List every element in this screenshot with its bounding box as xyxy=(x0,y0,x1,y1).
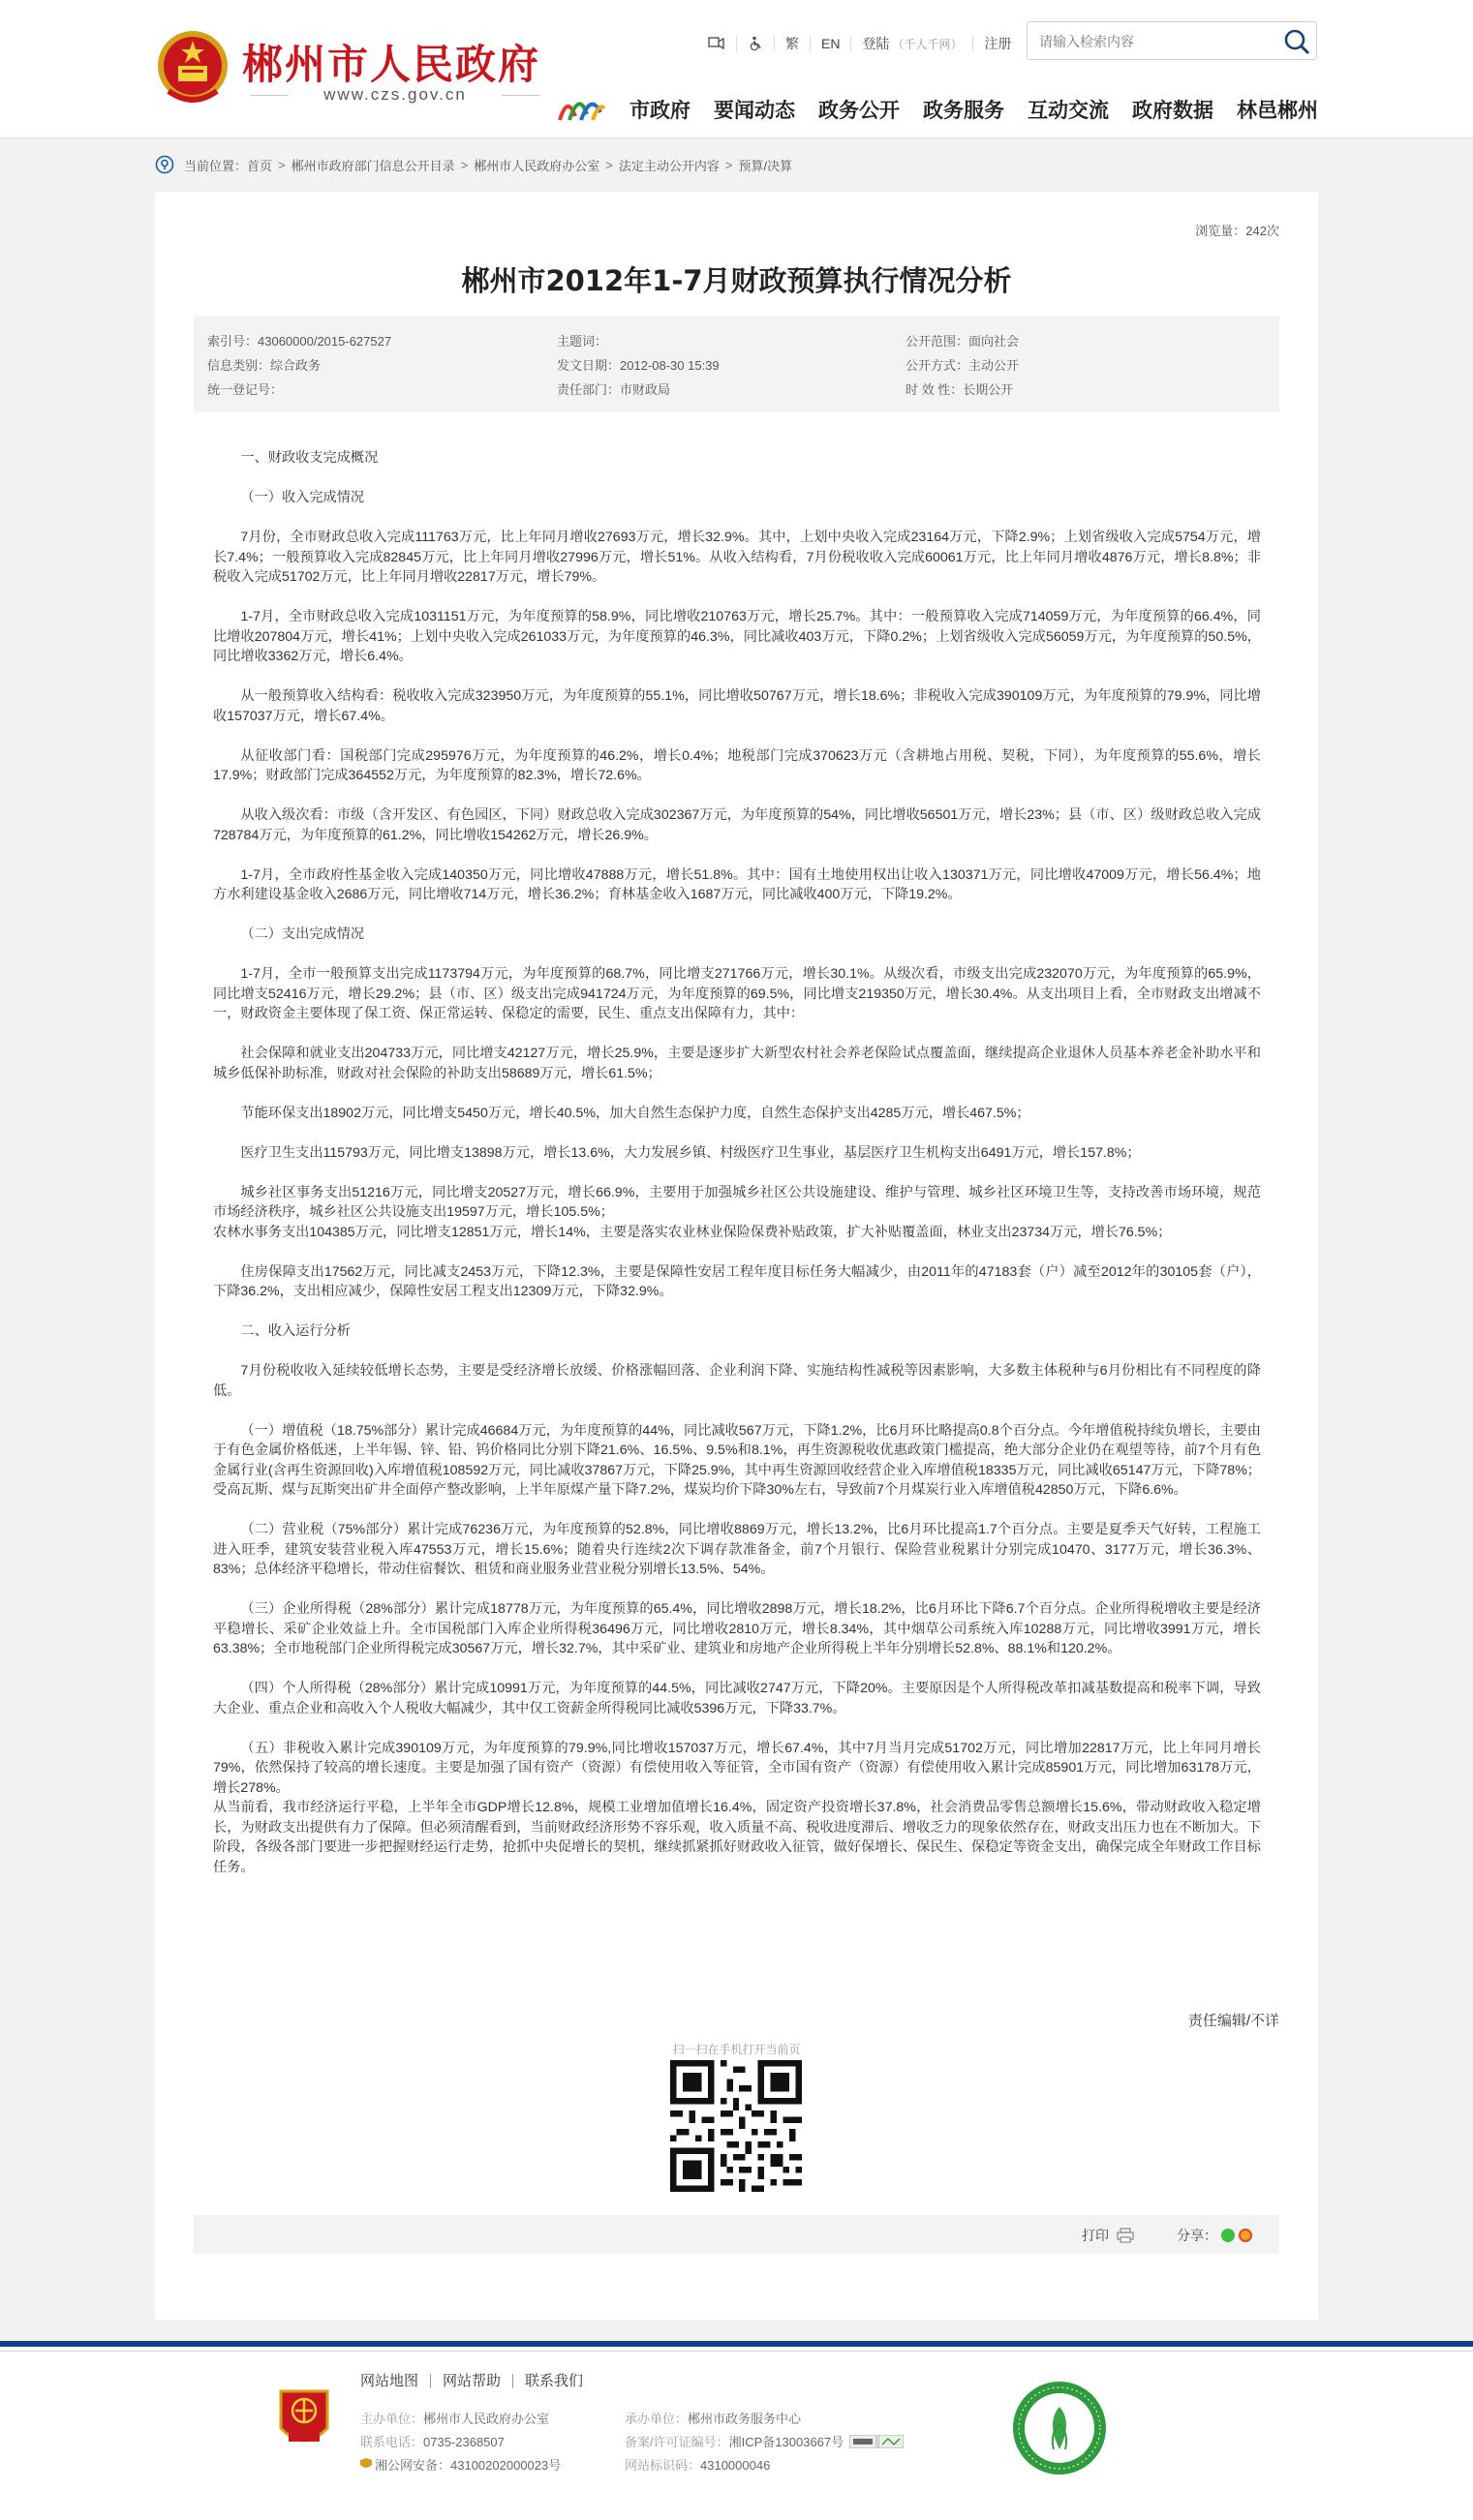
print-button[interactable] xyxy=(1082,2226,1134,2245)
meta-category: 信息类别：综合政务 xyxy=(207,358,322,373)
footer-divider xyxy=(0,2351,1473,2352)
search-box xyxy=(1027,21,1317,60)
meta-validity: 时 效 性：长期公开 xyxy=(905,382,1014,397)
phone-value: 0735-2368507 xyxy=(423,2435,505,2449)
site-url: www.czs.gov.cn xyxy=(323,85,467,104)
qr-label: 扫一扫在手机打开当前页 xyxy=(672,2043,801,2056)
traditional-chinese-link[interactable]: 繁 xyxy=(775,36,811,51)
body-paragraph: 从收入级次看：市级（含开发区、有色园区，下同）财政总收入完成302367万元，为年度预算的54%，同比增收56501万元，增长23%；县（市、区）级财政总收入完成728784万元，为年度预算的61.2%，同比增收154262万元，增长26.9%。 xyxy=(213,807,1261,843)
print-label: 打印 xyxy=(1082,2228,1109,2243)
search-icon[interactable] xyxy=(1283,28,1310,55)
section-heading: 一、财政收支完成概况 xyxy=(240,450,379,466)
footer-phone xyxy=(360,2432,505,2450)
printer-icon xyxy=(1117,2228,1134,2243)
breadcrumb-office[interactable]: 郴州市人民政府办公室 xyxy=(474,158,600,173)
body-paragraph: 7月份税收收入延续较低增长态势，主要是受经济增长放缓、价格涨幅回落、企业利润下降、实施结构性减税等因素影响，大多数主体税种与6月份相比有不同程度的降低。 xyxy=(213,1363,1261,1399)
meta-subject: 主题词： xyxy=(557,334,608,349)
police-badge-icon xyxy=(360,2458,372,2471)
body-paragraph: 节能环保支出18902万元，同比增支5450万元，增长40.5%，加大自然生态保护力度，自然生态保护支出4285万元，增长467.5%； xyxy=(240,1105,1030,1121)
host-label: 主办单位： xyxy=(360,2412,424,2426)
site-id-value: 4310000046 xyxy=(700,2458,771,2473)
undertaker-value: 郴州市政务服务中心 xyxy=(688,2412,802,2426)
breadcrumb-legal[interactable]: 法定主动公开内容 xyxy=(618,158,720,173)
body-paragraph: 医疗卫生支出115793万元，同比增支13898万元，增长13.6%，大力发展乡镇、村级医疗卫生事业，基层医疗卫生机构支出6491万元，增长157.8%； xyxy=(240,1144,1141,1161)
login-link[interactable] xyxy=(851,36,973,51)
accessibility-link[interactable] xyxy=(737,36,775,51)
breadcrumb-separator: > xyxy=(278,157,286,172)
location-pin-icon xyxy=(155,155,174,174)
article-title: 郴州市2012年1-7月财政预算执行情况分析 xyxy=(461,264,1012,297)
meta-method: 公开方式：主动公开 xyxy=(905,358,1020,373)
body-paragraph: 从当前看，我市经济运行平稳，上半年全市GDP增长12.8%，规模工业增加值增长16.4%，固定资产投资增长37.8%，社会消费品零售总额增长15.6%，带动财政收入稳定增长，为财政支出提供有力了保障。但必须清醒看到，当前财政经济形势不容乐观，收入质量不高、税收进度滞后、增收乏力的现象依然存在，财政支出压力也在不断加大。下阶段，各级各部门要进一步把握财经运行走势，抢抓中央促增长的契机，继续抓紧抓好财政收入征管，做好保增长、保民生、保稳定等资金支出，确保完成全年财政工作目标任务。 xyxy=(213,1800,1261,1875)
meta-reg-no: 统一登记号： xyxy=(207,382,284,397)
meta-scope: 公开范围：面向社会 xyxy=(905,334,1020,349)
footer-undertaker xyxy=(625,2409,801,2427)
register-link[interactable]: 注册 xyxy=(984,36,1012,51)
nav-logo-icon xyxy=(554,87,608,126)
breadcrumb-prefix: 当前位置： xyxy=(184,158,248,173)
body-paragraph: 住房保障支出17562万元，同比减支2453万元，下降12.3%，主要是保障性安居工程年度目标任务大幅减少，由2011年的47183套（户）减至2012年的30105套（户），下降36.2%，支出相应减少，保障性安居工程支出12309万元，下降32.9%。 xyxy=(213,1263,1261,1299)
body-paragraph: （二）营业税（75%部分）累计完成76236万元，为年度预算的52.8%，同比增收8869万元，增长13.2%，比6月环比提高1.7个百分点。主要是夏季天气好转，工程施工进入旺季，建筑安装营业税入库47553万元，增长15.6%；随着央行连续2次下调存款准备金，前7个月银行、保险营业税累计分别完成10470、3177万元，增长36.3%、83%；总体经济平稳增长，带动住宿餐饮、租赁和商业服务业营业税分别增长13.5%、54%。 xyxy=(213,1522,1261,1577)
wechat-share-icon[interactable] xyxy=(1221,2229,1235,2242)
body-paragraph: 城乡社区事务支出51216万元，同比增支20527万元，增长66.9%，主要用于加强城乡社区公共设施建设、维护与管理、城乡社区环境卫生等，支持改善市场环境，规范市场经济秩序，城乡社区公共设施支出19597万元，增长105.5%； xyxy=(213,1184,1261,1220)
wheelchair-icon xyxy=(748,36,763,51)
section-heading: 二、收入运行分析 xyxy=(240,1323,351,1339)
meta-index-no: 索引号：43060000/2015-627527 xyxy=(207,334,392,349)
body-paragraph: （五）非税收入累计完成390109万元，为年度预算的79.9%,同比增收157037万元，增长67.4%，其中7月当月完成51702万元，同比增加22817万元，比上年同月增长79%，依然保持了较高的增长速度。主要是加强了国有资产（资源）有偿使用收入等征管，全市国有资产（资源）有偿使用收入累计完成85901万元，同比增加63178万元，增长278%。 xyxy=(213,1740,1261,1796)
icp-label: 备案/许可证编号： xyxy=(625,2435,729,2449)
body-paragraph: 1-7月，全市一般预算支出完成1173794万元，为年度预算的68.7%，同比增支271766万元，增长30.1%。从级次看，市级支出完成232070万元，为年度预算的65.9%，同比增支52416万元，增长29.2%；县（市、区）级支出完成941724万元，为年度预算的69.5%，同比增支219350万元，增长30.4%。从支出项目上看，全市财政支出增减不一，财政资金主要体现了保工资、保正常运转、保稳定的需要，民生、重点支出保障有力，其中： xyxy=(213,966,1261,1021)
meta-pub-date: 发文日期：2012-08-30 15:39 xyxy=(557,358,720,373)
article-body xyxy=(213,448,1261,1898)
reader-icon xyxy=(708,36,725,51)
weibo-share-icon[interactable] xyxy=(1239,2229,1252,2242)
body-paragraph: 1-7月，全市财政总收入完成1031151万元，为年度预算的58.9%，同比增收210763万元，增长25.7%。其中：一般预算收入完成714059万元，为年度预算的66.4%，同比增收207804万元，增长41%；上划中央收入完成261033万元，为年度预算的46.3%，同比减收403万元，下降0.2%；上划省级收入完成56059万元，为年度预算的50.5%，同比增收3362万元，增长6.4%。 xyxy=(213,609,1261,664)
nav-item-interaction[interactable]: 互动交流 xyxy=(1028,99,1109,122)
login-note: （千人千网） xyxy=(892,37,963,51)
search-input[interactable] xyxy=(1037,31,1274,52)
article-meta xyxy=(194,316,1279,412)
sitemap-link[interactable]: 网站地图 xyxy=(360,2374,431,2388)
nav-item-data[interactable]: 政府数据 xyxy=(1132,99,1213,122)
site-id-label: 网站标识码： xyxy=(625,2458,701,2473)
undertaker-label: 承办单位： xyxy=(625,2412,689,2426)
article-container xyxy=(155,192,1318,2320)
subsection-heading: （二）支出完成情况 xyxy=(240,926,365,942)
english-link[interactable]: EN xyxy=(811,36,851,51)
nav-item-government[interactable]: 市政府 xyxy=(629,99,690,122)
breadcrumb xyxy=(155,153,792,176)
footer-links xyxy=(360,2374,595,2388)
site-name[interactable]: 郴州市人民政府 xyxy=(242,41,541,88)
body-paragraph: 社会保障和就业支出204733万元，同比增支42127万元，增长25.9%，主要是逐步扩大新型农村社会养老保险试点覆盖面，继续提高企业退休人员基本养老金补助水平和城乡低保补助标准，财政对社会保险的补助支出58689万元，增长61.5%； xyxy=(213,1046,1261,1081)
party-government-badge-icon[interactable] xyxy=(277,2385,331,2455)
footer-police[interactable] xyxy=(360,2455,561,2474)
breadcrumb-separator: > xyxy=(605,157,613,172)
breadcrumb-separator: > xyxy=(460,157,469,172)
body-paragraph: 1-7月，全市政府性基金收入完成140350万元，同比增收47888万元，增长51.8%。其中：国有土地使用权出让收入130371万元，同比增收47009万元，增长56.4%；地方水利建设基金收入2686万元，同比增收714万元，增长36.2%；育林基金收入1687万元，同比减收400万元，下降19.2%。 xyxy=(213,866,1261,902)
top-links xyxy=(697,33,1022,54)
footer-icp xyxy=(625,2432,904,2450)
breadcrumb-budget[interactable]: 预算/决算 xyxy=(738,158,793,173)
accessibility-reader-link[interactable] xyxy=(697,36,737,51)
meta-dept: 责任部门：市财政局 xyxy=(557,382,671,397)
footer-host xyxy=(360,2409,549,2427)
icp-value[interactable]: 湘ICP备13003667号 xyxy=(728,2435,844,2449)
body-paragraph: （三）企业所得税（28%部分）累计完成18778万元，为年度预算的65.4%，同比增收2898万元，增长18.2%，比6月环比下降6.7个百分点。企业所得税增收主要是经济平稳增长、采矿企业效益上升。全市国税部门入库企业所得税36496万元，同比增收2810万元，增长8.34%，其中烟草公司系统入库10288万元，同比增收3991万元，增长63.38%；全市地税部门企业所得税完成30567万元，增长32.7%，其中采矿业、建筑业和房地产企业所得税上半年分别增长52.8%、88.1%和120.2%。 xyxy=(213,1601,1261,1656)
cnnic-badge-icon[interactable] xyxy=(849,2435,904,2448)
breadcrumb-separator: > xyxy=(724,157,733,172)
body-paragraph: （四）个人所得税（28%部分）累计完成10991万元，为年度预算的44.5%，同比减收2747万元，下降20%。主要原因是个人所得税改革扣减基数提高和税率下调，导致大企业、重点企业和高收入个人税收大幅减少，其中仅工资薪金所得税同比减收5396万元，下降33.7%。 xyxy=(213,1681,1261,1716)
login-label: 登陆 xyxy=(862,36,890,51)
nav-item-services[interactable]: 政务服务 xyxy=(923,99,1004,122)
breadcrumb-home[interactable]: 首页 xyxy=(247,158,273,173)
site-url-wrap xyxy=(250,85,540,106)
footer-site-id xyxy=(625,2455,770,2474)
body-paragraph: 农林水事务支出104385万元，同比增支12851万元，增长14%，主要是落实农业林业保险保费补贴政策，扩大补贴覆盖面，林业支出23734万元，增长76.5%； xyxy=(213,1224,1172,1240)
body-paragraph: 从征收部门看：国税部门完成295976万元，为年度预算的46.2%，增长0.4%；地税部门完成370623万元（含耕地占用税、契税，下同），为年度预算的55.6%，增长17.9%；财政部门完成364552万元，为年度预算的82.3%，增长72.6%。 xyxy=(213,747,1261,783)
share-bar xyxy=(194,2215,1279,2254)
body-paragraph: 从一般预算收入结构看：税收收入完成323950万元，为年度预算的55.1%，同比增收50767万元，增长18.6%；非税收入完成390109万元，为年度预算的79.9%，同比增收157037万元，增长67.4%。 xyxy=(213,688,1261,724)
police-value: 湘公网安备：43100202000023号 xyxy=(375,2458,562,2473)
civilized-city-badge-icon[interactable] xyxy=(1011,2380,1108,2476)
phone-label: 联系电话： xyxy=(360,2435,424,2449)
subsection-heading: （一）收入完成情况 xyxy=(240,490,365,505)
share-label: 分享： xyxy=(1177,2228,1217,2243)
nav-item-news[interactable]: 要闻动态 xyxy=(714,99,795,122)
help-link[interactable]: 网站帮助 xyxy=(431,2374,513,2388)
view-count: 浏览量：242次 xyxy=(1195,224,1279,238)
qr-code-icon xyxy=(670,2060,802,2192)
national-emblem-icon xyxy=(155,27,230,108)
responsible-editor: 责任编辑/不详 xyxy=(1187,2013,1279,2029)
site-footer xyxy=(0,2341,1473,2520)
nav-item-linyi[interactable]: 林邑郴州 xyxy=(1237,99,1318,122)
host-value: 郴州市人民政府办公室 xyxy=(423,2412,550,2426)
body-paragraph: （一）增值税（18.75%部分）累计完成46684万元，为年度预算的44%，同比减收567万元，下降1.2%，比6月环比略提高0.8个百分点。今年增值税持续负增长，主要由于有色金属价格低迷，上半年锡、锌、铅、钨价格同比分别下降21.6%、16.5%、9.5%和8.1%，再生资源税收优惠政策门槛提高，绝大部分企业仍在观望等待，前7个月有色金属行业(含再生资源回收)入库增值税108592万元，同比减收37867万元，下降25.9%，其中再生资源回收经营企业入库增值税18335万元，同比减收65147万元，下降78%；受高瓦斯、煤与瓦斯突出矿井全面停产整改影响，上半年原煤产量下降7.2%，煤炭均价下降30%左右，导致前7个月煤炭行业入库增值税42850万元，下降6.6%。 xyxy=(213,1422,1261,1498)
contact-link[interactable]: 联系我们 xyxy=(525,2373,584,2389)
share-section xyxy=(1177,2226,1252,2245)
body-paragraph: 7月份，全市财政总收入完成111763万元，比上年同月增收27693万元，增长32.9%。其中，上划中央收入完成23164万元，下降2.9%；上划省级收入完成5754万元，增长7.4%；一般预算收入完成82845万元，比上年同月增收27996万元，增长51%。从收入结构看，7月份税收收入完成60061万元，比上年同月增收4876万元，增长8.8%；非税收入完成51702万元，比上年同月增收22817万元，增长79%。 xyxy=(213,530,1261,585)
nav-item-open-gov[interactable]: 政务公开 xyxy=(818,99,900,122)
site-header xyxy=(0,0,1473,138)
main-nav xyxy=(629,95,1318,124)
breadcrumb-directory[interactable]: 郴州市政府部门信息公开目录 xyxy=(291,158,455,173)
